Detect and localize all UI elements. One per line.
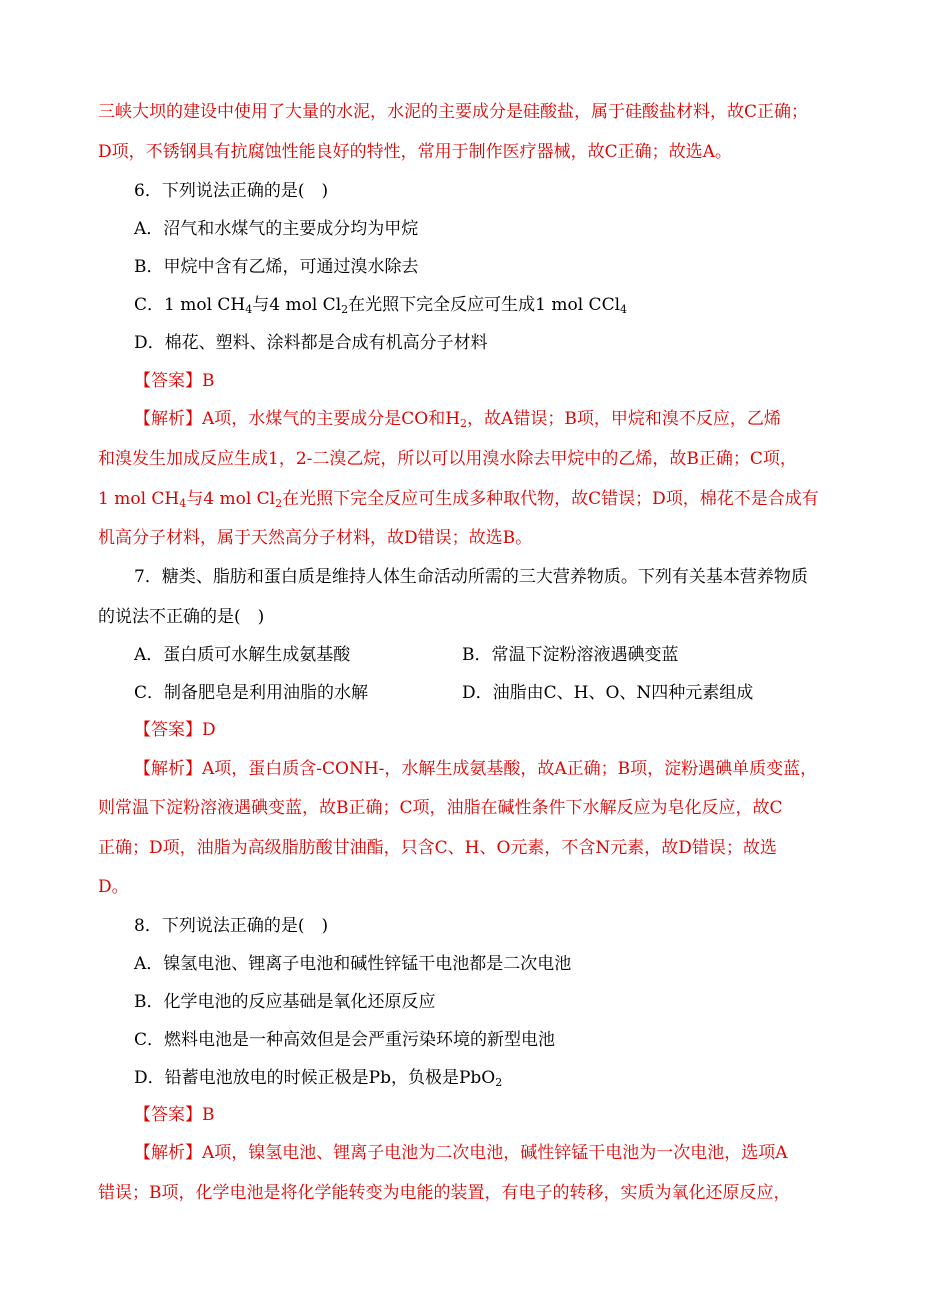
- answer-6: [134, 368, 894, 394]
- explanation-7-line: [134, 756, 894, 782]
- text: A．镍氢电池、锂离子电池和碱性锌锰干电池都是二次电池: [134, 954, 572, 974]
- option-d: D．油脂由C、H、O、N四种元素组成: [462, 683, 754, 703]
- text: 与4 mol Cl: [186, 489, 276, 509]
- text: C．燃料电池是一种高效但是会严重污染环境的新型电池: [134, 1030, 556, 1050]
- option-b: B．常温下淀粉溶液遇碘变蓝: [462, 645, 679, 665]
- explanation-7-line: [98, 874, 858, 900]
- text: 三峡大坝的建设中使用了大量的水泥，水泥的主要成分是硅酸盐，属于硅酸盐材料，故C正确；: [98, 102, 809, 122]
- text: 【解析】A项，镍氢电池、锂离子电池为二次电池，碱性锌锰干电池为一次电池，选项A: [134, 1143, 788, 1163]
- question-7-options-row: [134, 680, 894, 706]
- text: C．1 mol CH: [134, 295, 246, 315]
- explanation-8-line: [98, 1180, 858, 1206]
- text: 7．糖类、脂肪和蛋白质是维持人体生命活动所需的三大营养物质。下列有关基本营养物质: [134, 567, 808, 587]
- text: 则常温下淀粉溶液遇碘变蓝，故B正确；C项，油脂在碱性条件下水解反应为皂化反应，故C: [98, 798, 783, 818]
- question-7-stem: [134, 564, 894, 590]
- subscript: 4: [620, 303, 628, 316]
- question-7-stem: [98, 604, 858, 630]
- text: 在光照下完全反应可生成多种取代物，故C错误；D项，棉花不是合成有: [282, 489, 819, 509]
- text: 【解析】A项，蛋白质含-CONH-，水解生成氨基酸，故A正确；B项，淀粉遇碘单质变蓝，: [134, 759, 818, 779]
- question-8-option-d: [134, 1065, 894, 1091]
- text: 的说法不正确的是( ): [98, 607, 265, 627]
- text: 和溴发生加成反应生成1，2-二溴乙烷，所以可以用溴水除去甲烷中的乙烯，故B正确；C项，: [98, 449, 797, 469]
- explanation-7-line: [98, 835, 858, 861]
- question-6-option-d: [134, 330, 894, 356]
- text: D．棉花、塑料、涂料都是合成有机高分子材料: [134, 333, 488, 353]
- explanation-7-line: [98, 795, 858, 821]
- explanation-6-line: [98, 446, 858, 472]
- subscript: 2: [341, 303, 349, 316]
- text: D项，不锈钢具有抗腐蚀性能良好的特性，常用于制作医疗器械，故C正确；故选A。: [98, 142, 732, 162]
- explanation-line: [98, 139, 858, 165]
- text: 正确；D项，油脂为高级脂肪酸甘油酯，只含C、H、O元素，不含N元素，故D错误；故选: [98, 838, 777, 858]
- question-6-stem: [134, 178, 894, 204]
- text: 【答案】B: [134, 371, 215, 391]
- text: D．铅蓄电池放电的时候正极是Pb，负极是PbO: [134, 1068, 496, 1088]
- text: A．沼气和水煤气的主要成分均为甲烷: [134, 219, 419, 239]
- question-6-option-c: [134, 292, 894, 318]
- question-8-stem: [134, 913, 894, 939]
- text: 8．下列说法正确的是( ): [134, 916, 329, 936]
- question-7-options-row: [134, 642, 894, 668]
- subscript: 4: [245, 303, 253, 316]
- explanation-line: [98, 99, 858, 125]
- question-6-option-a: [134, 216, 894, 242]
- text: 错误；B项，化学电池是将化学能转变为电能的装置，有电子的转移，实质为氧化还原反应，: [98, 1183, 791, 1203]
- text: B．甲烷中含有乙烯，可通过溴水除去: [134, 257, 419, 277]
- subscript: 4: [179, 497, 187, 510]
- question-6-option-b: [134, 254, 894, 280]
- subscript: 2: [275, 497, 283, 510]
- text: 与4 mol Cl: [252, 295, 342, 315]
- subscript: 2: [495, 1076, 503, 1089]
- explanation-6-line: [134, 406, 894, 432]
- question-8-option-b: [134, 989, 894, 1015]
- text: 【答案】D: [134, 720, 216, 740]
- question-8-option-c: [134, 1027, 894, 1053]
- text: D。: [98, 877, 129, 897]
- text: 【解析】A项，水煤气的主要成分是CO和H: [134, 409, 461, 429]
- subscript: 2: [460, 417, 468, 430]
- text: 在光照下完全反应可生成1 mol CCl: [348, 295, 621, 315]
- answer-7: [134, 717, 894, 743]
- text: ，故A错误；B项，甲烷和溴不反应，乙烯: [467, 409, 781, 429]
- option-c: C．制备肥皂是利用油脂的水解: [134, 683, 369, 703]
- explanation-6-line: [98, 486, 858, 512]
- text: 【答案】B: [134, 1105, 215, 1125]
- text: 机高分子材料，属于天然高分子材料，故D错误；故选B。: [98, 528, 533, 548]
- explanation-6-line: [98, 525, 858, 551]
- answer-8: [134, 1102, 894, 1128]
- text: 6．下列说法正确的是( ): [134, 181, 329, 201]
- question-8-option-a: [134, 951, 894, 977]
- text: 1 mol CH: [98, 489, 180, 509]
- text: B．化学电池的反应基础是氧化还原反应: [134, 992, 436, 1012]
- explanation-8-line: [134, 1140, 894, 1166]
- option-a: A．蛋白质可水解生成氨基酸: [134, 645, 351, 665]
